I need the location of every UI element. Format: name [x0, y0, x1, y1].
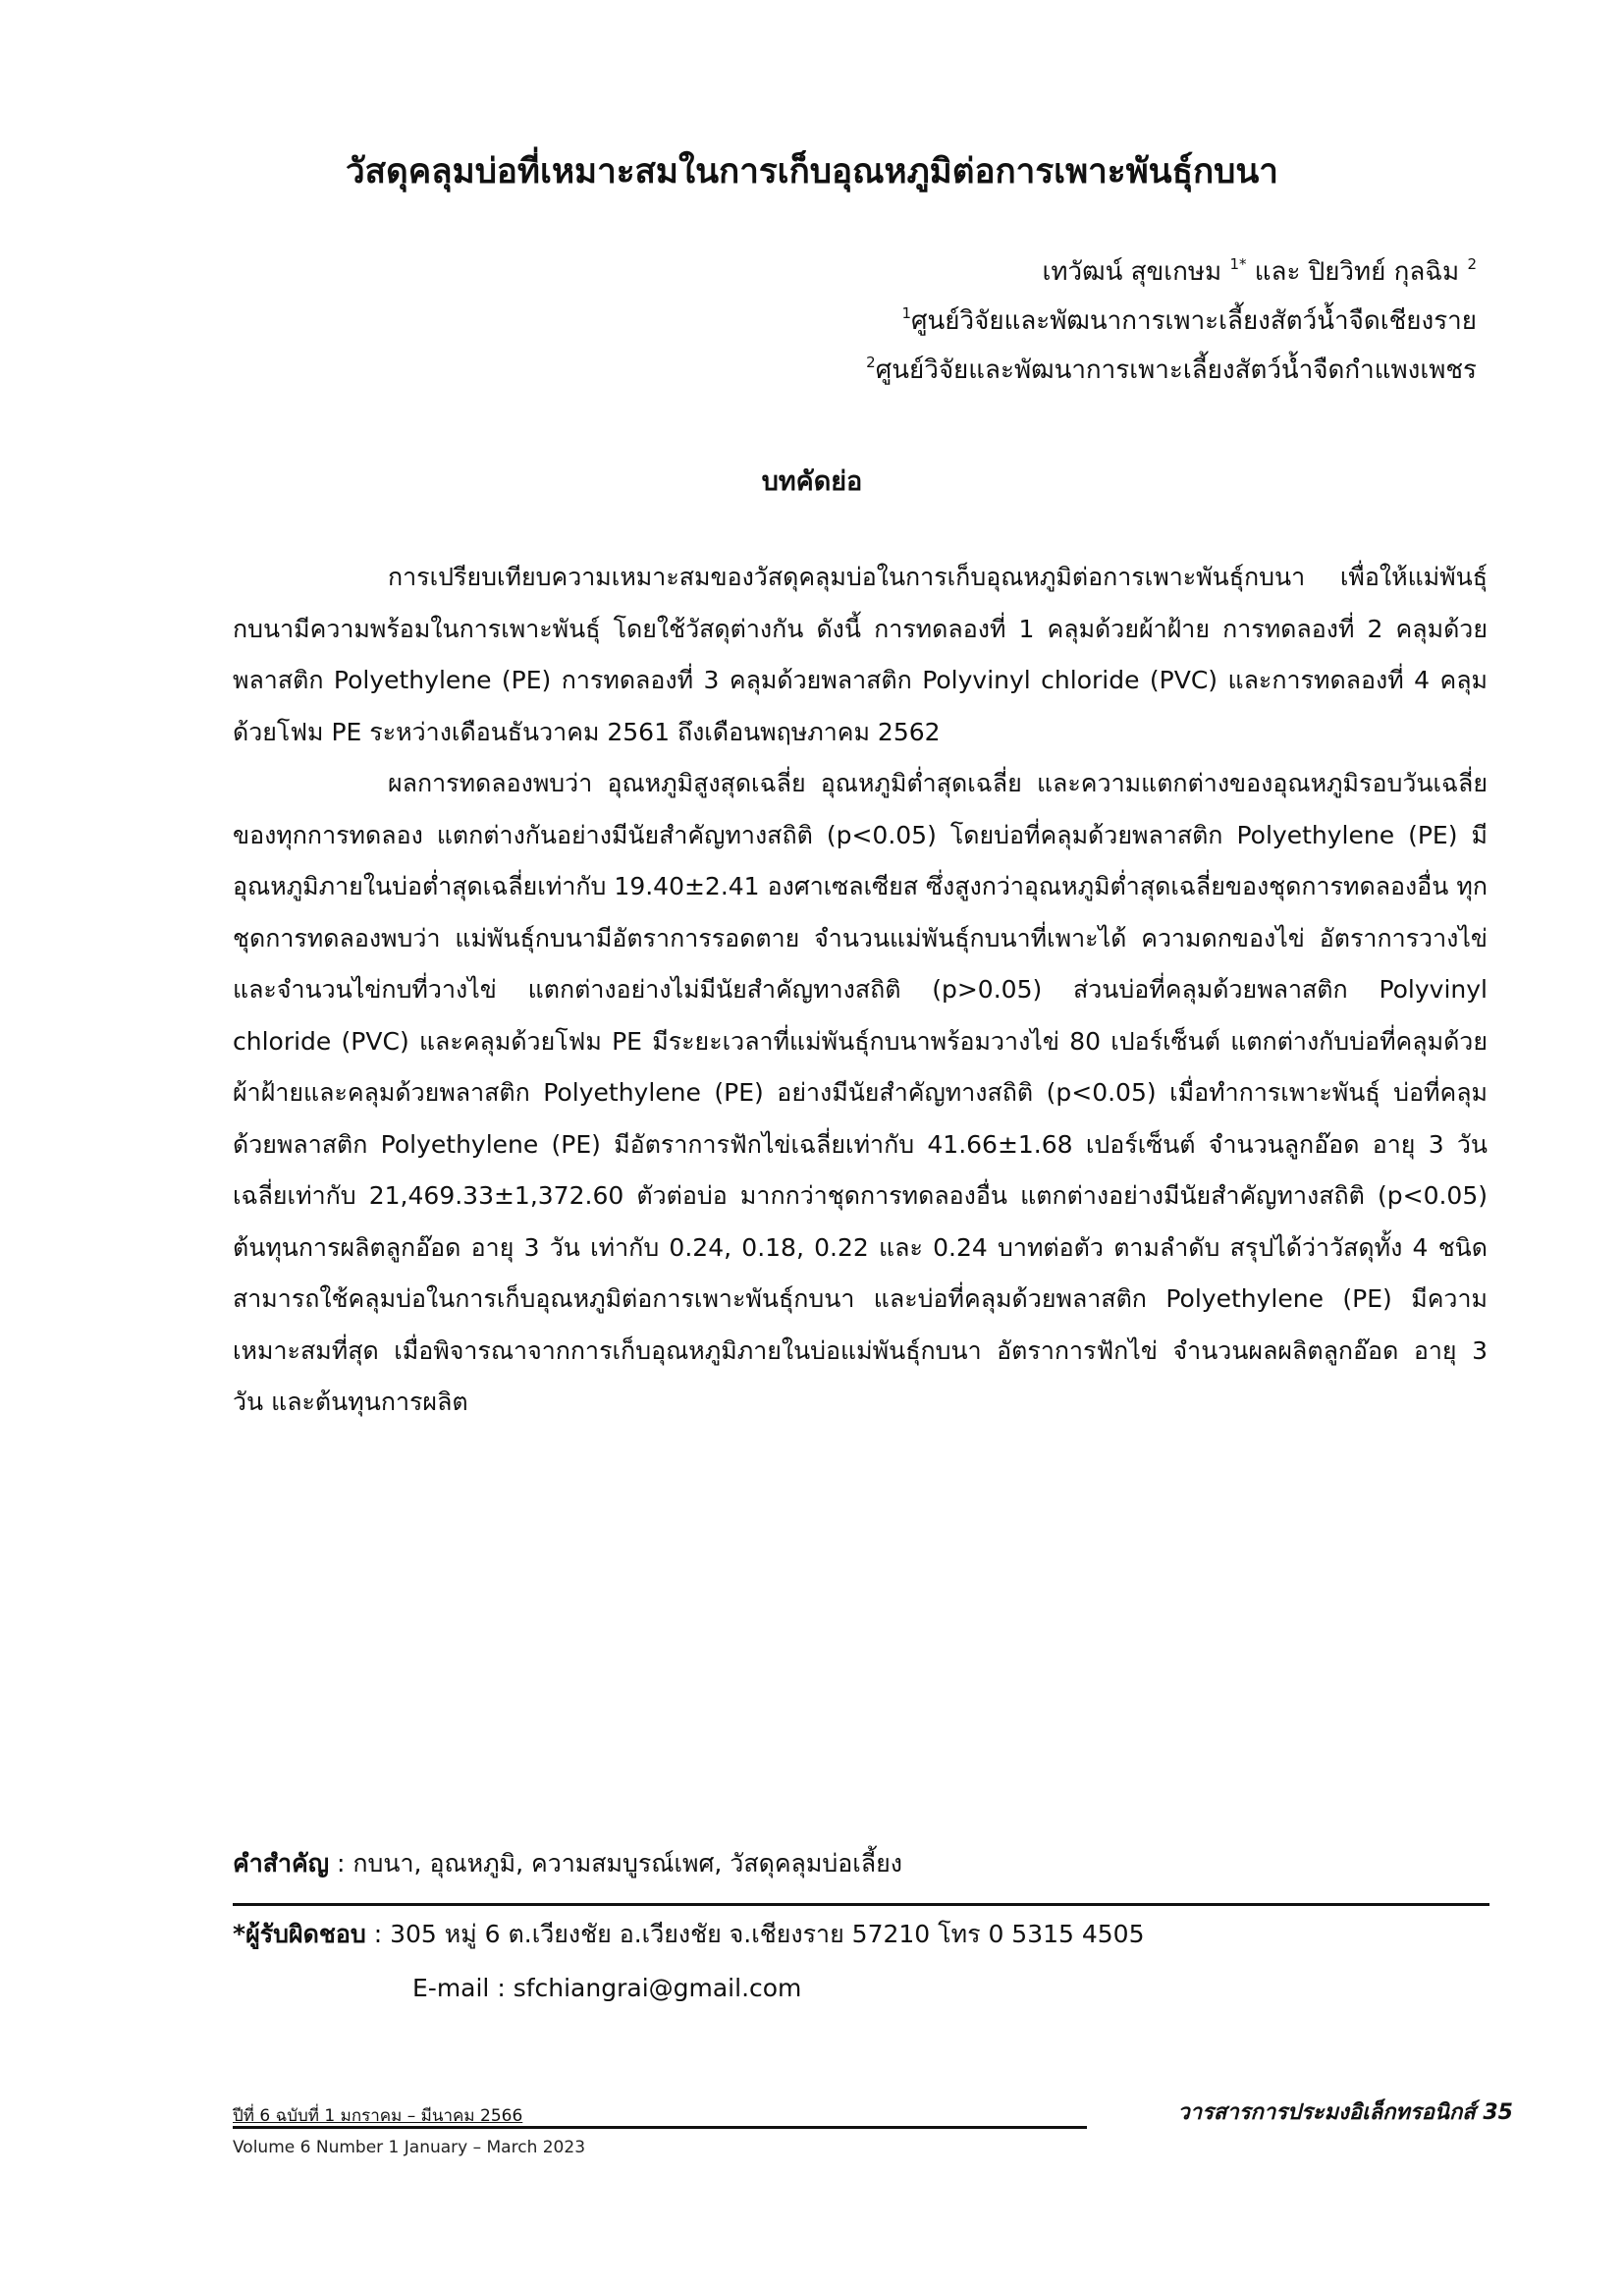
contact-separator: :	[373, 1920, 391, 1948]
contact-email: E-mail : sfchiangrai@gmail.com	[412, 1974, 802, 2002]
author-conjunction: และ	[1254, 257, 1301, 287]
keywords-line	[233, 1839, 1489, 1888]
footer-divider	[233, 2126, 1087, 2129]
affiliation-2-marker: 2	[866, 354, 876, 371]
abstract-heading: บทคัดย่อ	[761, 466, 863, 497]
keywords-text: กบนา, อุณหภูมิ, ความสมบูรณ์เพศ, วัสดุคลุมบ่อเลี้ยง	[352, 1849, 902, 1878]
affiliation-1	[495, 297, 1477, 346]
author-line	[495, 247, 1477, 297]
affiliation-1-text: ศูนย์วิจัยและพัฒนาการเพาะเลี้ยงสัตว์น้ำจืดเชียงราย	[911, 306, 1477, 336]
contact-address: 305 หมู่ 6 ต.เวียงชัย อ.เวียงชัย จ.เชียงราย 57210 โทร 0 5315 4505	[390, 1920, 1145, 1948]
abstract-paragraph-2: ผลการทดลองพบว่า อุณหภูมิสูงสุดเฉลี่ย อุณหภูมิต่ำสุดเฉลี่ย และความแตกต่างของอุณหภูมิรอบวันเฉลี่ยของทุกการทดลอง แตกต่างกันอย่างมีนัยสำคัญทางสถิติ (p<0.05) โดยบ่อที่คลุมด้วยพลาสติก Polyethylene (PE) มีอุณหภูมิภายในบ่อต่ำสุดเฉลี่ยเท่ากับ 19.40±2.41 องศาเซลเซียส ซึ่งสูงกว่าอุณหภูมิต่ำสุดเฉลี่ยของชุดการทดลองอื่น ทุกชุดการทดลองพบว่า แม่พันธุ์กบนามีอัตราการรอดตาย จำนวนแม่พันธุ์กบนาที่เพาะได้ ความดกของไข่ อัตราการวางไข่ และจำนวนไข่กบที่วางไข่ แตกต่างอย่างไม่มีนัยสำคัญทางสถิติ (p>0.05) ส่วนบ่อที่คลุมด้วยพลาสติก Polyvinyl chloride (PVC) และคลุมด้วยโฟม PE มีระยะเวลาที่แม่พันธุ์กบนาพร้อมวางไข่ 80 เปอร์เซ็นต์ แตกต่างกับบ่อที่คลุมด้วยผ้าฝ้ายและคลุมด้วยพลาสติก Polyethylene (PE) อย่างมีนัยสำคัญทางสถิติ (p<0.05) เมื่อทำการเพาะพันธุ์ บ่อที่คลุมด้วยพลาสติก Polyethylene (PE) มีอัตราการฟักไข่เฉลี่ยเท่ากับ 41.66±1.68 เปอร์เซ็นต์ จำนวนลูกอ๊อด อายุ 3 วัน เฉลี่ยเท่ากับ 21,469.33±1,372.60 ตัวต่อบ่อ มากกว่าชุดการทดลองอื่น แตกต่างอย่างมีนัยสำคัญทางสถิติ (p<0.05) ต้นทุนการผลิตลูกอ๊อด อายุ 3 วัน เท่ากับ 0.24, 0.18, 0.22 และ 0.24 บาทต่อตัว ตามลำดับ สรุปได้ว่าวัสดุทั้ง 4 ชนิด สามารถใช้คลุมบ่อในการเก็บอุณหภูมิต่อการเพาะพันธุ์กบนา และบ่อที่คลุมด้วยพลาสติก Polyethylene (PE) มีความเหมาะสมที่สุด เมื่อพิจารณาจากการเก็บอุณหภูมิภายในบ่อแม่พันธุ์กบนา อัตราการฟักไข่ จำนวนผลผลิตลูกอ๊อด อายุ 3 วัน และต้นทุนการผลิต	[233, 769, 1488, 1416]
footer-issue-english: Volume 6 Number 1 January – March 2023	[233, 2138, 586, 2157]
corresponding-author	[233, 1910, 1489, 1959]
paper-title: วัสดุคลุมบ่อที่เหมาะสมในการเก็บอุณหภูมิต่อการเพาะพันธุ์กบนา	[346, 152, 1278, 191]
footer-journal-page: วารสารการประมงอิเล็กทรอนิกส์ 35	[1177, 2100, 1513, 2125]
keywords-label: คำสำคัญ	[233, 1849, 330, 1878]
footnote-divider	[233, 1903, 1489, 1906]
contact-label: *ผู้รับผิดชอบ	[233, 1920, 366, 1948]
author-b: ปิยวิทย์ กุลฉิม	[1308, 257, 1460, 287]
affiliation-2	[495, 346, 1477, 395]
keywords-separator: :	[337, 1849, 353, 1878]
author-b-marker: 2	[1467, 255, 1477, 273]
abstract-paragraph-1: การเปรียบเทียบความเหมาะสมของวัสดุคลุมบ่อในการเก็บอุณหภูมิต่อการเพาะพันธุ์กบนา เพื่อให้แม่พันธุ์กบนามีความพร้อมในการเพาะพันธุ์ โดยใช้วัสดุต่างกัน ดังนี้ การทดลองที่ 1 คลุมด้วยผ้าฝ้าย การทดลองที่ 2 คลุมด้วยพลาสติก Polyethylene (PE) การทดลองที่ 3 คลุมด้วยพลาสติก Polyvinyl chloride (PVC) และการทดลองที่ 4 คลุมด้วยโฟม PE ระหว่างเดือนธันวาคม 2561 ถึงเดือนพฤษภาคม 2562	[233, 563, 1488, 746]
affiliation-2-text: ศูนย์วิจัยและพัฒนาการเพาะเลี้ยงสัตว์น้ำจืดกำแพงเพชร	[875, 355, 1477, 385]
abstract-body	[233, 552, 1488, 1429]
author-a: เทวัฒน์ สุขเกษม	[1042, 257, 1222, 287]
author-block	[495, 247, 1477, 395]
affiliation-1-marker: 1	[901, 304, 911, 322]
footer-issue-thai: ปีที่ 6 ฉบับที่ 1 มกราคม – มีนาคม 2566	[233, 2106, 523, 2126]
author-a-marker: 1*	[1229, 255, 1247, 273]
